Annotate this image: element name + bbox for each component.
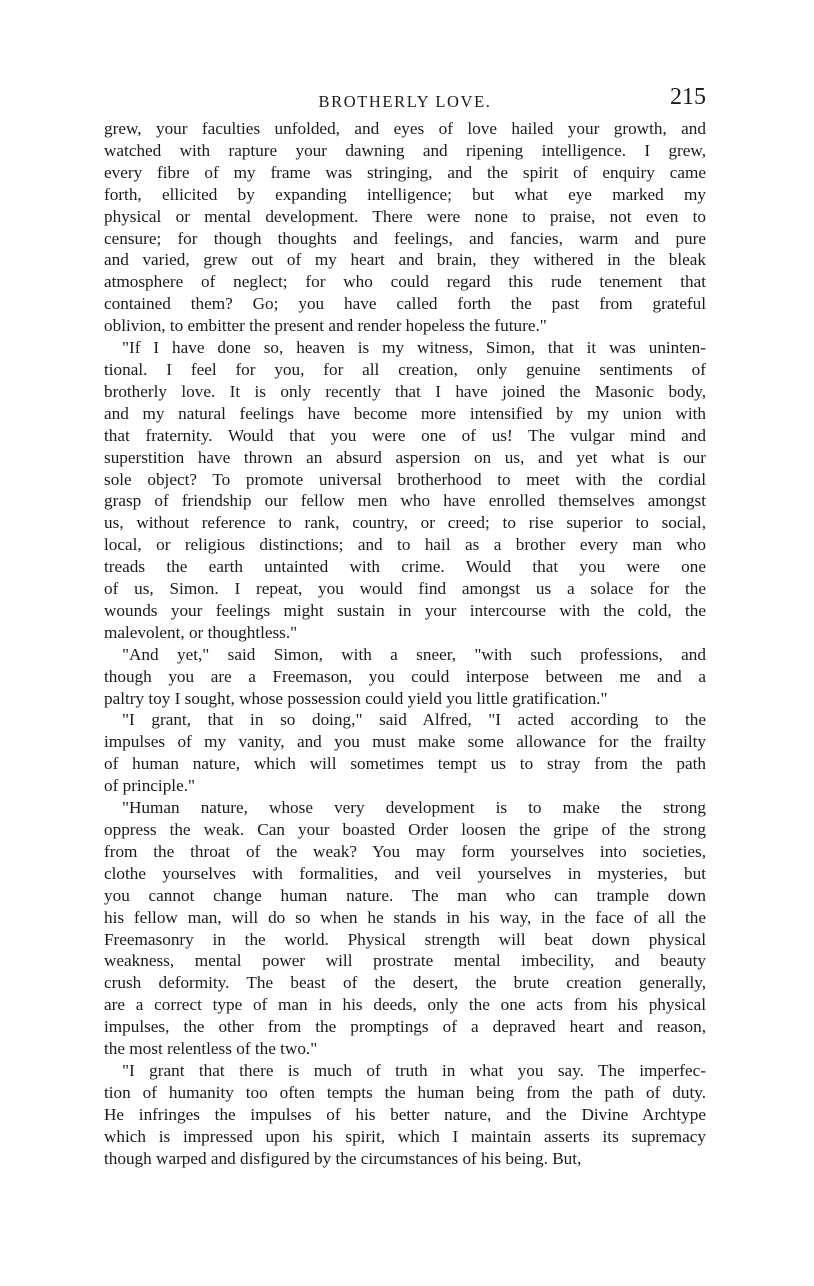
paragraph xyxy=(104,797,706,1060)
text-line: atmosphere of neglect; for who could regard this rude tenement that xyxy=(104,272,706,292)
body-text xyxy=(104,118,706,1170)
text-line: He infringes the impulses of his better nature, and the Divine Archtype xyxy=(104,1104,706,1124)
text-line: physical or mental development. There were none to praise, not even to xyxy=(104,206,706,226)
running-head xyxy=(104,84,706,118)
text-line: "I grant that there is much of truth in what you say. The imperfec- xyxy=(122,1060,706,1080)
text-line: local, or religious distinctions; and to hail as a brother every man who xyxy=(104,535,706,555)
text-line: are a correct type of man in his deeds, only the one acts from his physical xyxy=(104,995,706,1015)
text-line: contained them? Go; you have called forth the past from grateful xyxy=(104,294,706,314)
text-line: of us, Simon. I repeat, you would find amongst us a solace for the xyxy=(104,579,706,599)
paragraph xyxy=(104,709,706,797)
text-line: brotherly love. It is only recently that I have joined the Masonic body, xyxy=(104,381,706,401)
text-line: you cannot change human nature. The man who can trample down xyxy=(104,885,706,905)
text-line: and varied, grew out of my heart and brain, they withered in the bleak xyxy=(104,250,706,270)
text-line: his fellow man, will do so when he stands in his way, in the face of all the xyxy=(104,907,706,927)
text-line: treads the earth untainted with crime. Would that you were one xyxy=(104,557,706,577)
text-line: "Human nature, whose very development is to make the strong xyxy=(122,798,706,818)
text-line: censure; for though thoughts and feelings, and fancies, warm and pure xyxy=(104,228,706,248)
paragraph xyxy=(104,644,706,710)
text-line: the most relentless of the two." xyxy=(104,1039,318,1059)
text-line: Freemasonry in the world. Physical strength will beat down physical xyxy=(104,929,706,949)
text-line: tion of humanity too often tempts the human being from the path of duty. xyxy=(104,1082,706,1102)
book-page xyxy=(104,84,706,1170)
text-line: oblivion, to embitter the present and render hopeless the future." xyxy=(104,316,547,336)
text-line: and my natural feelings have become more intensified by my union with xyxy=(104,403,706,423)
text-line: grew, your faculties unfolded, and eyes of love hailed your growth, and xyxy=(104,119,706,138)
text-line: "And yet," said Simon, with a sneer, "with such professions, and xyxy=(122,644,706,664)
text-line: grasp of friendship our fellow men who have enrolled themselves amongst xyxy=(104,491,706,511)
text-line: watched with rapture your dawning and ripening intelligence. I grew, xyxy=(104,140,706,160)
running-title: BROTHERLY LOVE. xyxy=(318,92,492,111)
text-line: us, without reference to rank, country, or creed; to rise superior to social, xyxy=(104,513,706,533)
text-line: "If I have done so, heaven is my witness, Simon, that it was uninten- xyxy=(122,338,706,358)
text-line: paltry toy I sought, whose possession could yield you little gratification." xyxy=(104,688,608,708)
text-line: impulses of my vanity, and you must make some allowance for the frailty xyxy=(104,732,706,752)
text-line: tional. I feel for you, for all creation, only genuine sentiments of xyxy=(104,359,706,379)
text-line: forth, ellicited by expanding intelligence; but what eye marked my xyxy=(104,184,706,204)
text-line: weakness, mental power will prostrate mental imbecility, and beauty xyxy=(104,951,706,971)
page-number: 215 xyxy=(670,84,706,110)
paragraph xyxy=(104,337,706,644)
paragraph xyxy=(104,118,706,337)
paragraph xyxy=(104,1060,706,1170)
text-line: every fibre of my frame was stringing, and the spirit of enquiry came xyxy=(104,162,706,182)
text-line: crush deformity. The beast of the desert, the brute creation generally, xyxy=(104,973,706,993)
text-line: though you are a Freemason, you could interpose between me and a xyxy=(104,666,706,686)
text-line: of principle." xyxy=(104,776,196,796)
text-line: which is impressed upon his spirit, which I maintain asserts its supremacy xyxy=(104,1126,706,1146)
text-line: malevolent, or thoughtless." xyxy=(104,622,298,642)
text-line: from the throat of the weak? You may form yourselves into societies, xyxy=(104,841,706,861)
text-line: wounds your feelings might sustain in your intercourse with the cold, the xyxy=(104,600,706,620)
text-line: "I grant, that in so doing," said Alfred, "I acted according to the xyxy=(122,710,706,730)
text-line: though warped and disfigured by the circumstances of his being. But, xyxy=(104,1148,582,1168)
text-line: clothe yourselves with formalities, and veil yourselves in mysteries, but xyxy=(104,863,706,883)
text-line: of human nature, which will sometimes tempt us to stray from the path xyxy=(104,754,706,774)
text-line: impulses, the other from the promptings of a depraved heart and reason, xyxy=(104,1017,706,1037)
text-line: oppress the weak. Can your boasted Order loosen the gripe of the strong xyxy=(104,820,706,839)
text-line: superstition have thrown an absurd aspersion on us, and yet what is our xyxy=(104,447,706,467)
text-line: sole object? To promote universal brotherhood to meet with the cordial xyxy=(104,469,706,489)
text-line: that fraternity. Would that you were one of us! The vulgar mind and xyxy=(104,425,706,445)
